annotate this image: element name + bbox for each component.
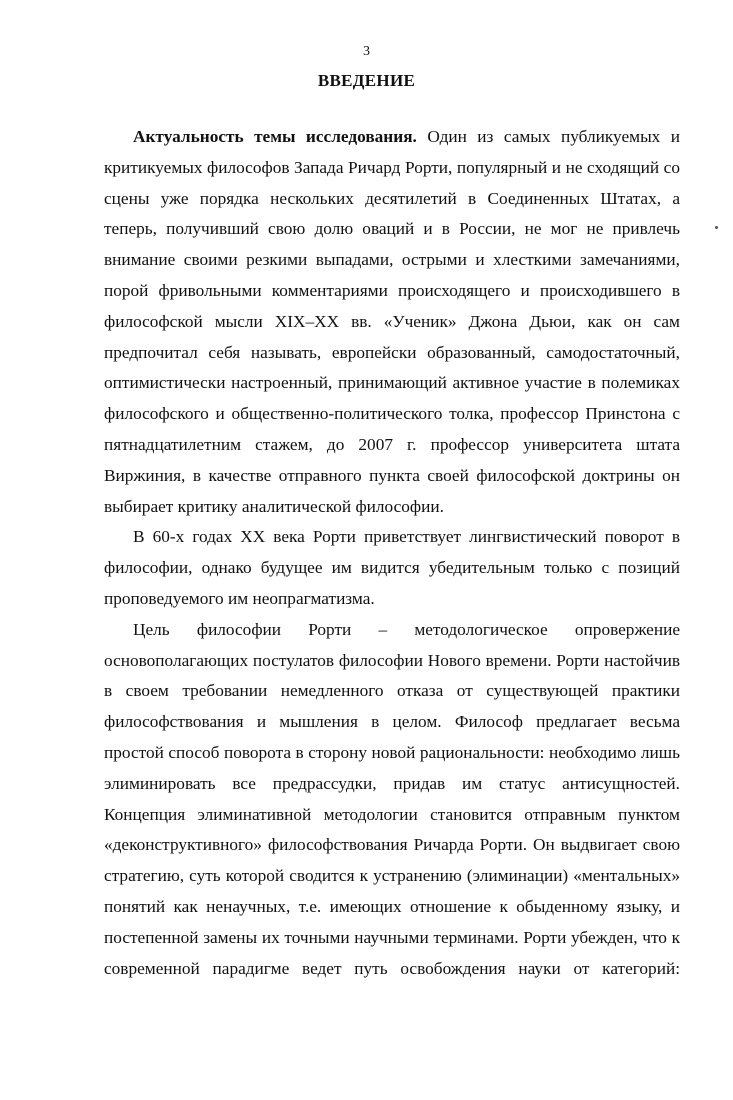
body-text — [104, 122, 680, 984]
paragraph-text: В 60-х годах XX века Рорти приветствует лингвистический поворот в философии, однако будущее им видится убедительным только с позиций проповедуемого им неопрагматизма. — [104, 527, 680, 608]
paragraph-lead: Актуальность темы исследования. — [133, 127, 417, 146]
scan-speck — [715, 226, 718, 229]
paragraph-text: Один из самых публикуемых и критикуемых философов Запада Ричард Рорти, популярный и не сходящий со сцены уже порядка нескольких десятилетий в Соединенных Штатах, а теперь, получивший свою долю оваций и в России, не мог не привлечь внимание своими резкими выпадами, острыми и хлесткими замечаниями, порой фривольными комментариями происходящего и происходившего в философской мысли XIX–XX вв. «Ученик» Джона Дьюи, как он сам предпочитал себя называть, европейски образованный, самодостаточный, оптимистически настроенный, принимающий активное участие в полемиках философского и общественно-политического толка, профессор Принстона с пятнадцатилетним стажем, до 2007 г. профессор университета штата Виржиния, в качестве отправного пункта своей философской доктрины он выбирает критику аналитической философии. — [104, 127, 681, 516]
paragraph-linguistic-turn — [104, 522, 680, 614]
paragraph-text: Цель философии Рорти – методологическое опровержение основополагающих постулатов философии Нового времени. Рорти настойчив в своем требовании немедленного отказа от существующей практики философствования и мышления в целом. Философ предлагает весьма простой способ поворота в сторону новой рациональности: необходимо лишь элиминировать все предрассудки, придав им статус антисущностей. Концепция элиминативной методологии становится отправным пунктом «деконструктивного» философствования Ричарда Рорти. Он выдвигает свою стратегию, суть которой сводится к устранению (элиминации) «ментальных» понятий как ненаучных, т.е. имеющих отношение к обыденному языку, и постепенной замены их точными научными терминами. Рорти убежден, что к современной парадигме ведет путь освобождения науки от категорий: — [104, 619, 680, 978]
paragraph-goal — [104, 615, 680, 985]
paragraph-relevance — [104, 122, 680, 522]
page-number: 3 — [363, 44, 370, 59]
section-title: ВВЕДЕНИЕ — [317, 71, 416, 90]
